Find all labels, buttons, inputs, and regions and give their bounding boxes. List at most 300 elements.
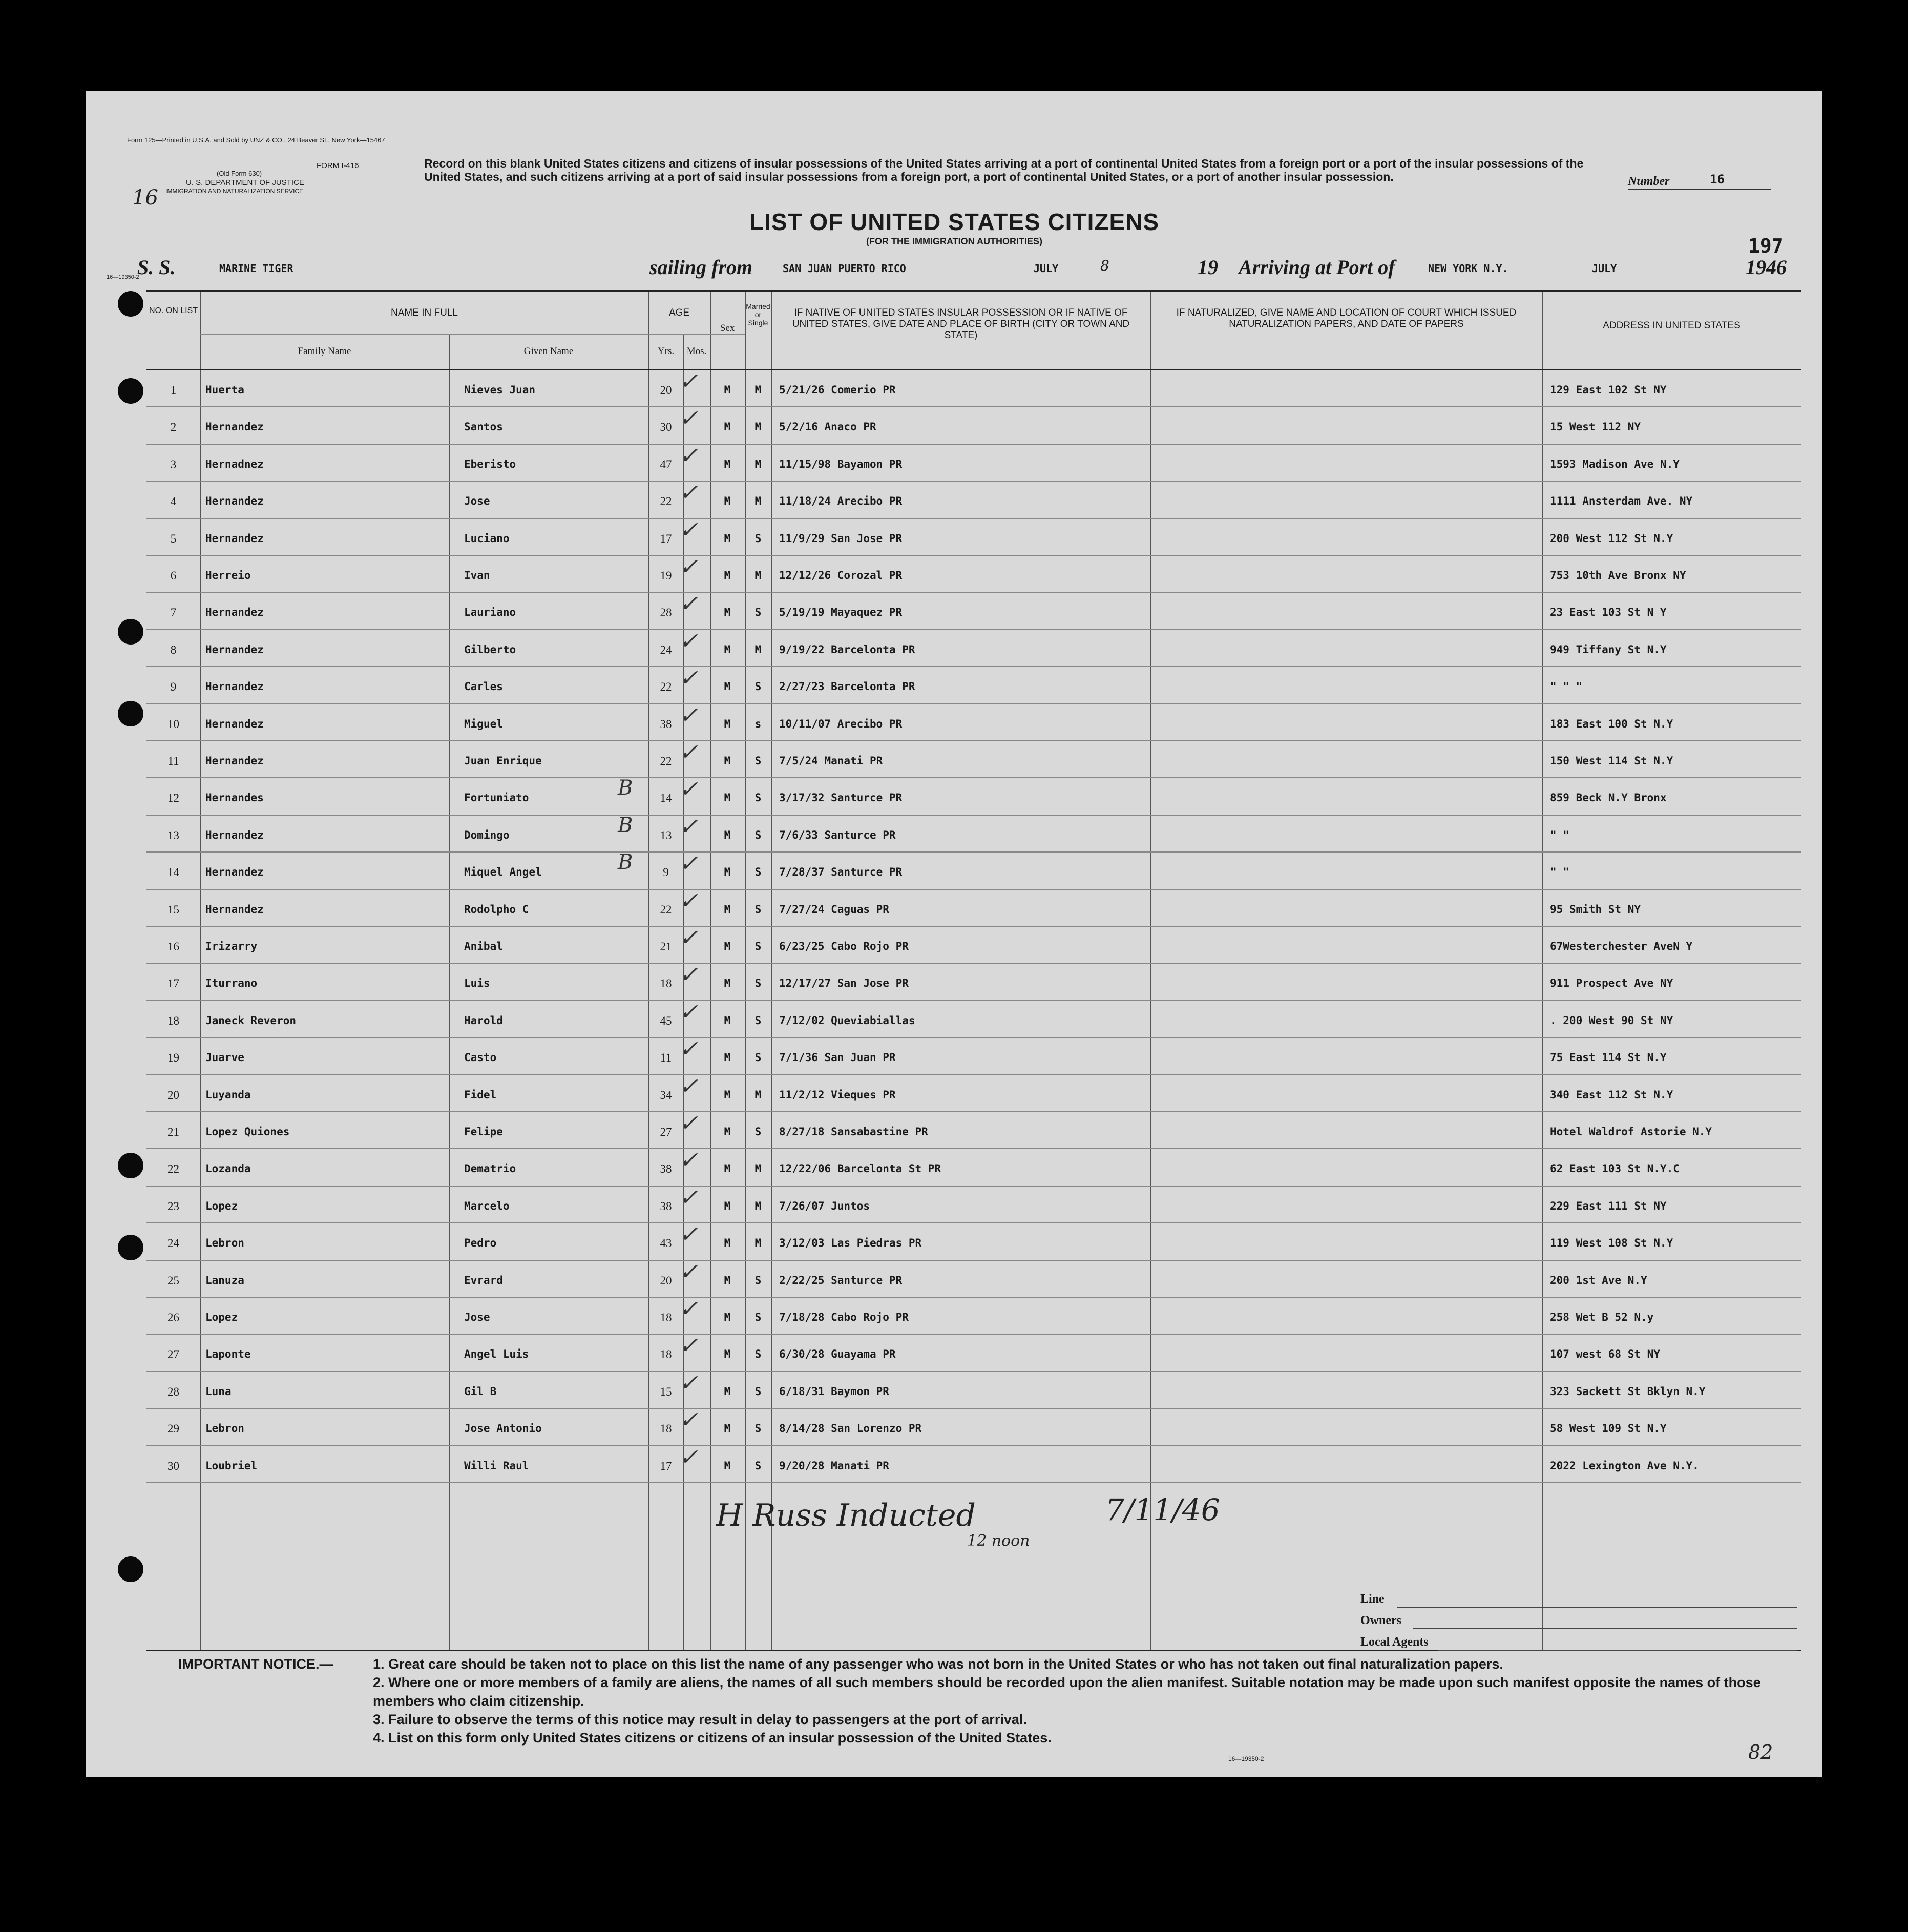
- row-number: 4: [170, 495, 177, 508]
- marital-status: S: [754, 1422, 762, 1435]
- signature-date: 7/11/46: [1105, 1492, 1220, 1527]
- check-mark: ✓: [679, 591, 698, 617]
- age-years: 47: [660, 458, 672, 471]
- local-agents-label: Local Agents: [1360, 1635, 1429, 1649]
- given-name: Fidel: [464, 1088, 497, 1101]
- family-name: Lopez: [205, 1199, 238, 1212]
- given-name: Marcelo: [464, 1199, 510, 1212]
- voyage-line: [137, 255, 1797, 283]
- address: . 200 West 90 St NY: [1550, 1014, 1673, 1027]
- marital-status: S: [754, 828, 762, 841]
- family-name: Lebron: [205, 1422, 244, 1435]
- age-years: 15: [660, 1385, 672, 1398]
- check-mark: ✓: [679, 1444, 698, 1470]
- table-row: [146, 593, 1801, 630]
- given-name: Jose Antonio: [464, 1422, 542, 1435]
- address: 15 West 112 NY: [1550, 421, 1641, 433]
- header-given-name: Given Name: [523, 346, 574, 357]
- marital-status: M: [754, 495, 762, 508]
- row-number: 17: [167, 977, 179, 990]
- address: 183 East 100 St N.Y: [1550, 717, 1673, 730]
- marital-status: S: [754, 1385, 762, 1398]
- age-years: 14: [660, 792, 672, 805]
- given-name: Jose: [464, 1311, 490, 1323]
- birth-date-place: 12/12/26 Corozal PR: [779, 569, 903, 581]
- given-name: Willi Raul: [464, 1459, 529, 1472]
- row-number: 9: [170, 680, 177, 694]
- check-mark: ✓: [679, 1221, 698, 1248]
- row-number: 26: [167, 1311, 179, 1324]
- row-number: 18: [167, 1014, 179, 1027]
- age-years: 45: [660, 1014, 672, 1027]
- age-years: 17: [660, 532, 672, 545]
- given-name: Domingo: [464, 828, 510, 841]
- birth-date-place: 7/12/02 Queviabiallas: [779, 1014, 915, 1027]
- birth-date-place: 7/5/24 Manati PR: [779, 755, 883, 767]
- table-row: [146, 442, 1801, 482]
- sex: M: [724, 532, 731, 545]
- family-name: Lozanda: [205, 1162, 251, 1175]
- arriving-label: Arriving at Port of: [1239, 256, 1395, 279]
- address: 129 East 102 St NY: [1550, 384, 1667, 396]
- age-years: 22: [660, 755, 672, 767]
- birth-date-place: 7/26/07 Juntos: [779, 1199, 870, 1212]
- family-name: Hernandez: [205, 680, 264, 693]
- sex: M: [724, 680, 731, 693]
- family-name: Hernandez: [205, 643, 264, 656]
- table-row: [146, 1409, 1801, 1446]
- address: " " ": [1550, 680, 1583, 693]
- sex: M: [724, 828, 731, 841]
- address: 229 East 111 St NY: [1550, 1199, 1667, 1212]
- sex: M: [724, 569, 731, 581]
- age-years: 9: [663, 866, 669, 879]
- marital-status: M: [754, 384, 762, 396]
- given-name: Luciano: [464, 532, 510, 545]
- check-mark: ✓: [679, 1407, 698, 1434]
- check-mark: ✓: [679, 1184, 698, 1211]
- marital-status: S: [754, 532, 762, 545]
- page-corner-number: 82: [1748, 1741, 1773, 1763]
- marital-status: S: [754, 1348, 762, 1361]
- header-name-in-full: NAME IN FULL: [391, 307, 458, 318]
- header-family-name: Family Name: [298, 346, 351, 357]
- table-row: [146, 1446, 1801, 1483]
- row-number: 12: [167, 792, 179, 805]
- age-years: 18: [660, 977, 672, 990]
- marital-status: S: [754, 903, 762, 916]
- address: 1593 Madison Ave N.Y: [1550, 458, 1680, 470]
- birth-date-place: 7/1/36 San Juan PR: [779, 1051, 896, 1064]
- passenger-table: [146, 290, 1801, 1651]
- age-years: 20: [660, 384, 672, 397]
- page-subtitle: (FOR THE IMMIGRATION AUTHORITIES): [866, 236, 1042, 246]
- birth-date-place: 6/23/25 Cabo Rojo PR: [779, 940, 909, 952]
- given-name: Harold: [464, 1014, 503, 1027]
- check-mark: ✓: [679, 850, 698, 877]
- departure-month: JULY: [1034, 262, 1059, 275]
- page-title: LIST OF UNITED STATES CITIZENS: [749, 209, 1160, 235]
- family-name: Herreio: [205, 569, 251, 581]
- address: " ": [1550, 866, 1569, 879]
- table-row: [146, 1258, 1801, 1298]
- row-number: 14: [167, 866, 179, 879]
- row-number: 20: [167, 1088, 179, 1102]
- age-years: 24: [660, 643, 672, 656]
- marital-status: S: [754, 1311, 762, 1323]
- table-row: [146, 482, 1801, 518]
- ship-name: MARINE TIGER: [219, 262, 293, 275]
- birth-date-place: 7/27/24 Caguas PR: [779, 903, 889, 916]
- birth-date-place: 8/27/18 Sansabastine PR: [779, 1126, 928, 1138]
- check-mark: ✓: [679, 1369, 698, 1396]
- address: 949 Tiffany St N.Y: [1550, 643, 1667, 656]
- address: Hotel Waldrof Astorie N.Y: [1550, 1126, 1712, 1138]
- family-name: Hernadnez: [205, 458, 264, 470]
- number-value: 16: [1710, 172, 1725, 186]
- family-bracket-note: B: [618, 776, 633, 800]
- row-number: 24: [167, 1237, 179, 1250]
- check-mark: ✓: [679, 1296, 698, 1322]
- address: 1111 Ansterdam Ave. NY: [1550, 495, 1693, 508]
- table-row: [146, 1001, 1801, 1038]
- punch-hole: [118, 378, 143, 404]
- address: 107 west 68 St NY: [1550, 1348, 1660, 1361]
- check-mark: ✓: [679, 962, 698, 988]
- check-mark: ✓: [679, 516, 698, 543]
- table-row: [146, 407, 1801, 444]
- sex: M: [724, 495, 731, 508]
- row-number: 13: [167, 828, 179, 842]
- address: 119 West 108 St N.Y: [1550, 1237, 1673, 1250]
- check-mark: ✓: [679, 405, 698, 432]
- birth-date-place: 2/27/23 Barcelonta PR: [779, 680, 915, 693]
- row-number: 1: [170, 384, 177, 397]
- notice-title: IMPORTANT NOTICE.—: [178, 1656, 333, 1672]
- table-row: [146, 1184, 1801, 1223]
- table-row: [146, 630, 1801, 667]
- row-number: 15: [167, 903, 179, 916]
- family-name: Lanuza: [205, 1274, 244, 1286]
- family-name: Iturrano: [205, 977, 258, 990]
- given-name: Jose: [464, 495, 490, 508]
- address: 200 West 112 St N.Y: [1550, 532, 1673, 545]
- family-name: Janeck Reveron: [205, 1014, 297, 1027]
- sex: M: [724, 1311, 731, 1323]
- sex: M: [724, 1385, 731, 1398]
- age-years: 20: [660, 1274, 672, 1287]
- row-number: 21: [167, 1126, 179, 1138]
- table-row: [146, 1112, 1801, 1149]
- marital-status: S: [754, 977, 762, 990]
- punch-hole: [118, 1556, 143, 1582]
- family-name: Hernandez: [205, 495, 264, 508]
- inspector-signature: H Russ Inducted: [716, 1498, 976, 1533]
- address: 911 Prospect Ave NY: [1550, 977, 1673, 990]
- check-mark: ✓: [679, 1036, 698, 1063]
- birth-date-place: 11/18/24 Arecibo PR: [779, 495, 903, 508]
- manifest-sheet: [86, 91, 1822, 1777]
- given-name: Miguel: [464, 717, 503, 730]
- check-mark: ✓: [679, 665, 698, 692]
- family-name: Luyanda: [205, 1088, 251, 1101]
- given-name: Nieves Juan: [464, 384, 536, 396]
- address: 753 10th Ave Bronx NY: [1550, 569, 1686, 581]
- row-number: 30: [167, 1459, 179, 1472]
- table-row: [146, 887, 1801, 927]
- marital-status: S: [754, 866, 762, 879]
- age-years: 22: [660, 903, 672, 916]
- corner-handwritten-number: 16: [132, 186, 158, 210]
- header-months: Mos.: [686, 346, 707, 357]
- row-number: 7: [170, 606, 177, 619]
- punch-hole: [118, 291, 143, 317]
- form-instructions: Record on this blank United States citizens and citizens of insular possessions of the United States arriving at a port of continental United States from a foreign port or a port of the insular possessions of the United States, and such citizens arriving at a port of said insular possessions from a foreign port, a port of continental United States, or a port of another insular possession.: [424, 157, 1584, 183]
- birth-date-place: 9/20/28 Manati PR: [779, 1459, 889, 1472]
- row-number: 27: [167, 1348, 179, 1361]
- address: 340 East 112 St N.Y: [1550, 1088, 1673, 1101]
- check-mark: ✓: [679, 480, 698, 506]
- table-row: [146, 1223, 1801, 1260]
- given-name: Gil B: [464, 1385, 497, 1398]
- department-line: U. S. DEPARTMENT OF JUSTICE: [186, 178, 304, 187]
- departure-year: 19: [1198, 256, 1218, 279]
- birth-date-place: 5/21/26 Comerio PR: [779, 384, 896, 396]
- marital-status: M: [754, 1237, 762, 1250]
- marital-status: s: [754, 717, 762, 730]
- family-name: Lebron: [205, 1237, 244, 1250]
- address: 200 1st Ave N.Y: [1550, 1274, 1647, 1286]
- row-number: 28: [167, 1385, 179, 1398]
- family-name: Juarve: [205, 1051, 244, 1064]
- age-years: 18: [660, 1422, 672, 1436]
- notice-item-2: 2. Where one or more members of a family are aliens, the names of all such members should be recorded upon the alien manifest. Suitable notation may be made upon such manifest opposite the names of those members who claim citizenship.: [373, 1675, 1761, 1709]
- given-name: Carles: [464, 680, 503, 693]
- age-years: 30: [660, 421, 672, 434]
- check-mark: ✓: [679, 1258, 698, 1285]
- notice-item-4: 4. List on this form only United States citizens or citizens of an insular possession of the United States.: [373, 1730, 1052, 1746]
- birth-date-place: 7/18/28 Cabo Rojo PR: [779, 1311, 909, 1323]
- check-mark: ✓: [679, 739, 698, 765]
- birth-date-place: 8/14/28 San Lorenzo PR: [779, 1422, 922, 1435]
- table-row: [146, 964, 1801, 1001]
- check-mark: ✓: [679, 628, 698, 654]
- table-row: [146, 1369, 1801, 1409]
- row-number: 16: [167, 940, 179, 953]
- check-mark: ✓: [679, 1073, 698, 1099]
- number-field: [1628, 168, 1771, 190]
- sex: M: [724, 1126, 731, 1138]
- given-name: Gilberto: [464, 643, 516, 656]
- marital-status: M: [754, 421, 762, 433]
- birth-date-place: 11/9/29 San Jose PR: [779, 532, 903, 545]
- sex: M: [724, 421, 731, 433]
- marital-status: S: [754, 1126, 762, 1138]
- birth-date-place: 12/17/27 San Jose PR: [779, 977, 909, 990]
- table-row: [146, 516, 1801, 556]
- birth-date-place: 7/28/37 Santurce PR: [779, 866, 903, 879]
- family-name: Hernandez: [205, 755, 264, 767]
- marital-status: S: [754, 1051, 762, 1064]
- table-row: [146, 778, 1801, 815]
- birth-date-place: 6/18/31 Baymon PR: [779, 1385, 889, 1398]
- family-name: Laponte: [205, 1348, 251, 1361]
- age-years: 18: [660, 1348, 672, 1361]
- departure-port: SAN JUAN PUERTO RICO: [783, 262, 906, 275]
- ss-label: S. S.: [137, 256, 176, 279]
- birth-date-place: 2/22/25 Santurce PR: [779, 1274, 903, 1286]
- age-years: 21: [660, 940, 672, 953]
- address: " ": [1550, 828, 1569, 841]
- given-name: Fortuniato: [464, 792, 529, 804]
- form-number: FORM I-416: [317, 161, 359, 170]
- given-name: Santos: [464, 421, 503, 433]
- sex: M: [724, 1051, 731, 1064]
- address: 62 East 103 St N.Y.C: [1550, 1162, 1680, 1175]
- sex: M: [724, 384, 731, 396]
- birth-date-place: 11/15/98 Bayamon PR: [779, 458, 903, 470]
- old-form-number: (Old Form 630): [217, 170, 262, 177]
- row-number: 8: [170, 643, 177, 656]
- family-name: Lopez: [205, 1311, 238, 1323]
- family-name: Hernandes: [205, 792, 264, 804]
- marital-status: S: [754, 1274, 762, 1286]
- age-years: 27: [660, 1126, 672, 1138]
- age-years: 19: [660, 569, 672, 582]
- given-name: Eberisto: [464, 458, 516, 470]
- row-number: 25: [167, 1274, 179, 1287]
- marital-status: S: [754, 755, 762, 767]
- family-bracket-note: B: [618, 850, 633, 875]
- address: 150 West 114 St N.Y: [1550, 755, 1673, 767]
- notice-item-1: 1. Great care should be taken not to place on this list the name of any passenger who was not born in the United States or who has not taken out final naturalization papers.: [373, 1656, 1503, 1672]
- sex: M: [724, 940, 731, 952]
- row-number: 23: [167, 1199, 179, 1213]
- age-years: 13: [660, 828, 672, 842]
- check-mark: ✓: [679, 442, 698, 469]
- check-mark: ✓: [679, 554, 698, 580]
- given-name: Pedro: [464, 1237, 497, 1250]
- age-years: 22: [660, 680, 672, 694]
- family-name: Hernandez: [205, 717, 264, 730]
- given-name: Evrard: [464, 1274, 503, 1286]
- family-name: Hernandez: [205, 828, 264, 841]
- family-name: Irizarry: [205, 940, 258, 952]
- row-number: 11: [167, 755, 179, 767]
- age-years: 11: [660, 1051, 672, 1065]
- marital-status: S: [754, 680, 762, 693]
- header-married-single: Married or Single: [746, 302, 770, 327]
- number-label: Number: [1628, 175, 1670, 188]
- family-name: Lopez Quiones: [205, 1126, 290, 1138]
- row-number: 19: [167, 1051, 179, 1065]
- marital-status: S: [754, 1459, 762, 1472]
- age-years: 43: [660, 1237, 672, 1250]
- row-number: 2: [170, 421, 177, 434]
- sex: M: [724, 1088, 731, 1101]
- given-name: Ivan: [464, 569, 490, 581]
- table-row: [146, 704, 1801, 741]
- check-mark: ✓: [679, 1110, 698, 1136]
- check-mark: ✓: [679, 887, 698, 914]
- given-name: Casto: [464, 1051, 497, 1064]
- marital-status: M: [754, 643, 762, 656]
- sex: M: [724, 755, 731, 767]
- punch-hole: [118, 1153, 143, 1178]
- marital-status: M: [754, 1088, 762, 1101]
- sex: M: [724, 1014, 731, 1027]
- age-years: 17: [660, 1459, 672, 1472]
- signature-time: 12 noon: [967, 1532, 1030, 1550]
- table-row: [146, 741, 1801, 778]
- birth-date-place: 3/12/03 Las Piedras PR: [779, 1237, 922, 1250]
- given-name: Luis: [464, 977, 490, 990]
- age-years: 38: [660, 1199, 672, 1213]
- table-row: [146, 927, 1801, 964]
- sex: M: [724, 458, 731, 470]
- punch-hole: [118, 1235, 143, 1260]
- age-years: 18: [660, 1311, 672, 1324]
- sex: M: [724, 1162, 731, 1175]
- marital-status: M: [754, 1162, 762, 1175]
- arrival-month: JULY: [1592, 262, 1617, 275]
- sex: M: [724, 1274, 731, 1286]
- family-name: Huerta: [205, 384, 244, 396]
- check-mark: ✓: [679, 925, 698, 951]
- table-row: [146, 813, 1801, 853]
- age-years: 28: [660, 606, 672, 619]
- birth-date-place: 5/19/19 Mayaquez PR: [779, 606, 903, 619]
- table-row: [146, 556, 1801, 593]
- page-stamp: 197: [1748, 235, 1784, 257]
- table-row: [146, 1149, 1801, 1186]
- given-name: Anibal: [464, 940, 503, 952]
- header-birth: IF NATIVE OF UNITED STATES INSULAR POSSESSION OR IF NATIVE OF UNITED STATES, GIVE DATE AND PLACE OF BIRTH (CITY OR TOWN AND STATE): [792, 307, 1130, 341]
- birth-date-place: 6/30/28 Guayama PR: [779, 1348, 896, 1361]
- marital-status: M: [754, 458, 762, 470]
- family-name: Hernandez: [205, 866, 264, 879]
- given-name: Juan Enrique: [464, 755, 542, 767]
- check-mark: ✓: [679, 368, 698, 394]
- sex: M: [724, 1422, 731, 1435]
- table-row: [146, 667, 1801, 704]
- side-form-mark: 16—19350-2: [107, 274, 139, 280]
- sex: M: [724, 717, 731, 730]
- sex: M: [724, 606, 731, 619]
- row-number: 10: [167, 717, 179, 731]
- row-number: 5: [170, 532, 177, 545]
- given-name: Angel Luis: [464, 1348, 529, 1361]
- header-age: AGE: [668, 307, 690, 318]
- important-notice: [178, 1655, 1807, 1747]
- table-row: [146, 1335, 1801, 1372]
- age-years: 38: [660, 717, 672, 731]
- row-number: 22: [167, 1162, 179, 1176]
- family-name: Luna: [205, 1385, 232, 1398]
- table-row: [146, 1298, 1801, 1335]
- sailing-label: sailing from: [649, 256, 753, 279]
- service-line: IMMIGRATION AND NATURALIZATION SERVICE: [165, 188, 304, 195]
- departure-day: 8: [1100, 257, 1109, 274]
- marital-status: M: [754, 1199, 762, 1212]
- given-name: Rodolpho C: [464, 903, 529, 916]
- family-name: Hernandez: [205, 903, 264, 916]
- birth-date-place: 3/17/32 Santurce PR: [779, 792, 903, 804]
- birth-date-place: 7/6/33 Santurce PR: [779, 828, 896, 841]
- sex: M: [724, 643, 731, 656]
- birth-date-place: 9/19/22 Barcelonta PR: [779, 643, 915, 656]
- age-years: 38: [660, 1162, 672, 1176]
